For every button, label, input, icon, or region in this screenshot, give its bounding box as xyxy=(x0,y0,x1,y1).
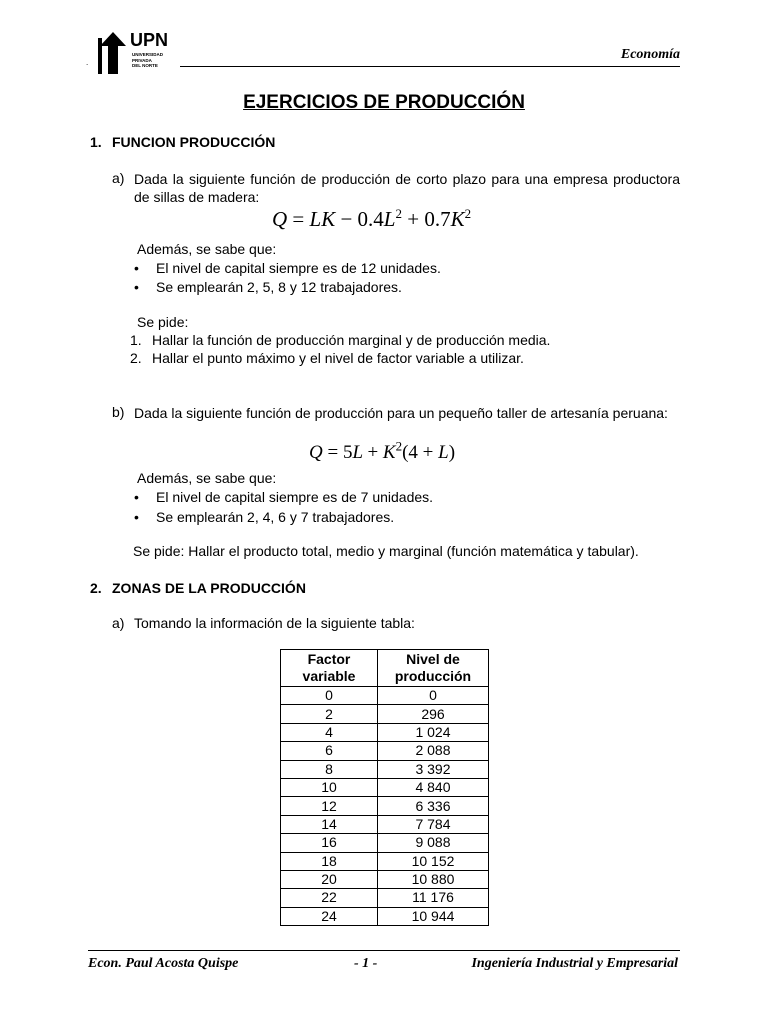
equation-1b: $Q = 5L + K^2(4 + L)$ xyxy=(309,438,456,463)
footer-author: Econ. Paul Acosta Quispe xyxy=(88,956,239,971)
bullet-1b-2: • Se emplearán 2, 4, 6 y 7 trabajadores. xyxy=(134,509,395,525)
cell-nivel-produccion: 1 024 xyxy=(378,723,489,741)
item-1b-text: Dada la siguiente función de producción para un pequeño taller de artesanía peruana: xyxy=(134,405,668,421)
table-row xyxy=(281,778,489,796)
item-1a-intro: Además, se sabe que: xyxy=(137,241,277,257)
cell-factor-variable: 2 xyxy=(281,705,378,723)
cell-factor-variable: 10 xyxy=(281,778,378,796)
cell-factor-variable: 20 xyxy=(281,870,378,888)
cell-factor-variable: 18 xyxy=(281,852,378,870)
table-row xyxy=(281,815,489,833)
cell-factor-variable: 22 xyxy=(281,889,378,907)
cell-nivel-produccion: 296 xyxy=(378,705,489,723)
bullet-1a-1: • El nivel de capital siempre es de 12 unidades. xyxy=(134,260,441,276)
item-2a-text: Tomando la información de la siguiente tabla: xyxy=(134,615,415,631)
item-1a-label: a) xyxy=(112,170,125,186)
table-row xyxy=(281,760,489,778)
table-row xyxy=(281,705,489,723)
cell-factor-variable: 14 xyxy=(281,815,378,833)
footer-page-number: - 1 - xyxy=(354,956,378,971)
item-1b-ask: Se pide: Hallar el producto total, medio y marginal (función matemática y tabular). xyxy=(133,543,639,559)
list-item-1a-1: 1. Hallar la función de producción marginal y de producción media. xyxy=(130,332,551,348)
table-header-row xyxy=(281,650,489,687)
header-subject: Economía xyxy=(620,47,680,62)
bullet-1a-2: • Se emplearán 2, 5, 8 y 12 trabajadores. xyxy=(134,279,402,295)
upn-logo xyxy=(92,30,172,76)
table-row xyxy=(281,852,489,870)
table-row xyxy=(281,797,489,815)
page-title: EJERCICIOS DE PRODUCCIÓN xyxy=(243,92,525,113)
cell-nivel-produccion: 6 336 xyxy=(378,797,489,815)
table-row xyxy=(281,870,489,888)
item-1b-label: b) xyxy=(112,404,125,420)
table-row xyxy=(281,723,489,741)
cell-nivel-produccion: 7 784 xyxy=(378,815,489,833)
equation-1a: Q = LK − $0.4L^2 + 0.7K^2$ xyxy=(272,206,472,231)
footer-rule xyxy=(88,950,680,951)
cell-nivel-produccion: 0 xyxy=(378,687,489,705)
item-1a-ask: Se pide: xyxy=(137,314,189,330)
section-1-heading: 1. FUNCION PRODUCCIÓN xyxy=(90,134,276,150)
table-row xyxy=(281,834,489,852)
cell-factor-variable: 6 xyxy=(281,742,378,760)
logo-text: UPN xyxy=(130,30,169,50)
cell-nivel-produccion: 4 840 xyxy=(378,778,489,796)
cell-nivel-produccion: 3 392 xyxy=(378,760,489,778)
cell-factor-variable: 12 xyxy=(281,797,378,815)
table-row xyxy=(281,687,489,705)
item-1b-intro: Además, se sabe que: xyxy=(137,470,277,486)
item-2a-label: a) xyxy=(112,615,125,631)
section-2-heading: 2. ZONAS DE LA PRODUCCIÓN xyxy=(90,580,306,596)
cell-nivel-produccion: 10 880 xyxy=(378,870,489,888)
bullet-1b-1: • El nivel de capital siempre es de 7 unidades. xyxy=(134,489,434,505)
cell-factor-variable: 8 xyxy=(281,760,378,778)
table-row xyxy=(281,742,489,760)
header-rule xyxy=(180,66,680,67)
footer-program: Ingeniería Industrial y Empresarial xyxy=(471,956,678,971)
table-row xyxy=(281,889,489,907)
production-table xyxy=(280,649,489,926)
cell-nivel-produccion: 10 152 xyxy=(378,852,489,870)
col-header-nivel: Nivel de producción xyxy=(378,650,489,687)
cell-factor-variable: 16 xyxy=(281,834,378,852)
item-1a-text: Dada la siguiente función de producción de corto plazo para una empresa productora de sillas de madera: xyxy=(134,171,680,205)
table-row xyxy=(281,907,489,925)
list-item-1a-2: 2. Hallar el punto máximo y el nivel de factor variable a utilizar. xyxy=(130,350,524,366)
cell-factor-variable: 24 xyxy=(281,907,378,925)
header-dot: . xyxy=(86,58,89,67)
upn-arrow-icon xyxy=(98,32,128,74)
cell-nivel-produccion: 11 176 xyxy=(378,889,489,907)
logo-subtitle: UNIVERSIDAD PRIVADA DEL NORTE xyxy=(132,52,164,68)
cell-nivel-produccion: 2 088 xyxy=(378,742,489,760)
col-header-factor: Factor variable xyxy=(281,650,378,687)
cell-nivel-produccion: 10 944 xyxy=(378,907,489,925)
cell-nivel-produccion: 9 088 xyxy=(378,834,489,852)
cell-factor-variable: 4 xyxy=(281,723,378,741)
cell-factor-variable: 0 xyxy=(281,687,378,705)
